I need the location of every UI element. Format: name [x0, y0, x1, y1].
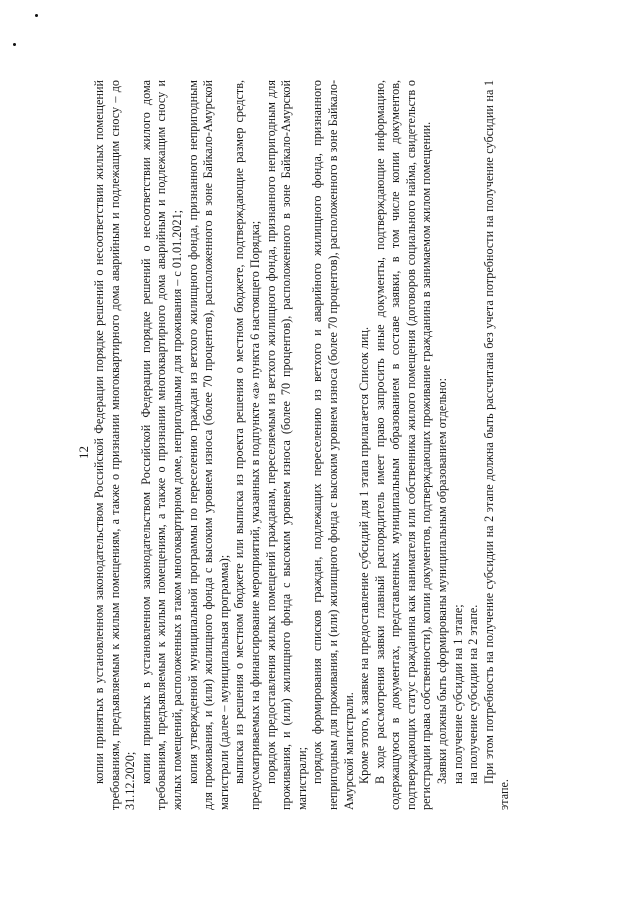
document-body — [92, 80, 513, 810]
paragraph: копии принятых в установленном законодательством Российской Федерации порядке решений о несоответствии жилых помещений требованиям, предъявляемым к жилым помещениям, а также о признании многоквартирного дома аварийным и подлежащим сносу – до 31.12.2020; — [92, 80, 138, 810]
paragraph: Заявки должны быть сформированы муниципальным образованием отдельно: — [435, 378, 450, 784]
paragraph: копии принятых в установленном законодательством Российской Федерации порядке решений о несоответствии жилого дома требованиям, предъявляемым к жилым помещениям, а также о признании многоквартирного дома аварийным и подлежащим сносу и жилых помещений, расположенных в таком многоквартирном доме, непригодными для проживания – с 01.01.2021; — [138, 80, 184, 810]
paragraph: В ходе рассмотрения заявки главный распорядитель имеет право запросить иные документы, подтверждающие информацию, содержащуюся в документах, представленных муниципальным образованием в составе заявки, в том числе копии документов, подтверждающих статус гражданина как нанимателя или собственника жилого помещения (договоров социального найма, свидетельств о регистрации права собственности), копии документов, подтверждающих проживание гражданина в занимаемом жилом помещении. — [372, 80, 434, 810]
paragraph: копия утвержденной муниципальной программы по переселению граждан из ветхого жилищного фонда, признанного непригодным для проживания, и (или) жилищного фонда с высоким уровнем износа (более 70 процентов), расположенного в зоне Байкало-Амурской магистрали (далее – муниципальная программа); — [185, 80, 231, 810]
paragraph: Кроме этого, к заявке на предоставление субсидий для 1 этапа прилагается Список лиц. — [357, 327, 372, 784]
paragraph: При этом потребность на получение субсидии на 2 этапе должна быть рассчитана без учета потребности на получение субсидии на 1 этапе. — [481, 80, 512, 810]
paragraph: порядок формирования списков граждан, подлежащих переселению из ветхого и аварийного жилищного фонда, признанного непригодным для проживания, и (или) жилищного фонда с высоким уровнем износа (более 70 процентов), расположенного в зоне Байкало-Амурской магистрали. — [310, 80, 356, 810]
page-number: 12 — [76, 446, 91, 459]
paragraph: порядок предоставления жилых помещений гражданам, переселяемым из ветхого жилищного фонда, признанного непригодным для проживания, и (или) жилищного фонда с высоким уровнем износа (более 70 процентов), расположенного в зоне Байкало-Амурской магистрали; — [263, 80, 309, 810]
paragraph: выписка из решения о местном бюджете или выписка из проекта решения о местном бюджете, подтверждающие размер средств, предусматриваемых на финансирование мероприятий, указанных в подпункте «а» пункта 6 настоящего Порядка; — [232, 80, 262, 810]
paragraph: на получение субсидии на 1 этапе; — [450, 604, 465, 784]
paragraph: на получение субсидии на 2 этапе. — [466, 604, 481, 784]
